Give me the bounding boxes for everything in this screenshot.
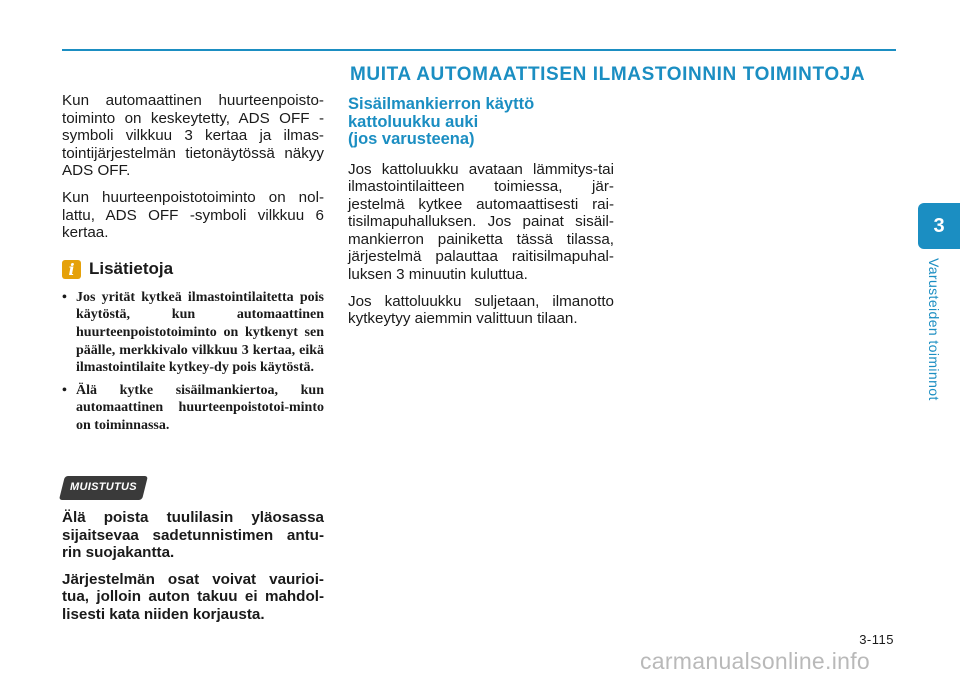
subsection-heading <box>348 96 614 149</box>
watermark: carmanualsonline.info <box>639 648 870 674</box>
info-title: Lisätietoja <box>89 259 174 279</box>
right-column <box>348 92 614 337</box>
notice-badge <box>59 476 148 500</box>
notice-label: MUISTUTUS <box>70 480 137 493</box>
info-list <box>62 289 324 435</box>
notice-paragraph-warranty: Järjestelmän osat voivat vaurioi-tua, jolloin auton takuu ei mahdol-lisesti kata niiden korjausta. <box>62 570 324 624</box>
notice-paragraph-sensor-cover: Älä poista tuulilasin yläosassa sijaitsevaa sadetunnistimen antu-rin suojakantta. <box>62 509 324 562</box>
top-rule <box>62 49 896 51</box>
left-column <box>62 92 324 633</box>
paragraph-defrost-reset: Kun huurteenpoistotoiminto on nol-lattu, ADS OFF -symboli vilkkuu 6 kertaa. <box>62 188 324 242</box>
info-list-item: • Älä kytke sisäilmankiertoa, kun automaattinen huurteenpoistotoi-minto on toiminnassa. <box>62 382 324 435</box>
subsection-heading-line: (jos varusteena) <box>348 130 475 148</box>
paragraph-sunroof-open: Jos kattoluukku avataan lämmitys-tai ilmastointilaitteen toimiessa, jär-jestelmä kytkee automaattisesti rai-tisilmapuhalluksen. Jos painat sisäil-mankierron painiketta tässä tilassa, järjestelmä palauttaa raitisilmapuhal-luksen 3 minuutin kuluttua. <box>348 160 614 284</box>
paragraph-sunroof-closed: Jos kattoluukku suljetaan, ilmanotto kytkeytyy aiemmin valittuun tilaan. <box>348 292 614 328</box>
chapter-title: Varusteiden toiminnot <box>926 258 942 401</box>
subsection-heading-line: Sisäilmankierron käyttö <box>348 95 535 113</box>
section-heading: MUITA AUTOMAATTISEN ILMASTOINNIN TOIMINTOJA <box>350 64 866 85</box>
info-icon: i <box>62 260 81 279</box>
page-number: 3-115 <box>859 632 894 647</box>
subsection-heading-line: kattoluukku auki <box>348 112 479 131</box>
info-title-row <box>62 260 324 279</box>
chapter-number-tab: 3 <box>918 203 960 249</box>
paragraph-ads-off-blink: Kun automaattinen huurteenpoisto-toiminto on keskeytetty, ADS OFF -symboli vilkkuu 3 kertaa ja ilmas-tointijärjestelmän tietonäytössä näkyy ADS OFF. <box>62 92 324 180</box>
info-list-item: • Jos yrität kytkeä ilmastointilaitetta pois käytöstä, kun automaattinen huurteenpoistotoiminto on kytkenyt sen päälle, merkkivalo vilkkuu 3 kertaa, eikä ilmastointilaite kytkey-dy pois käytöstä. <box>62 289 324 377</box>
